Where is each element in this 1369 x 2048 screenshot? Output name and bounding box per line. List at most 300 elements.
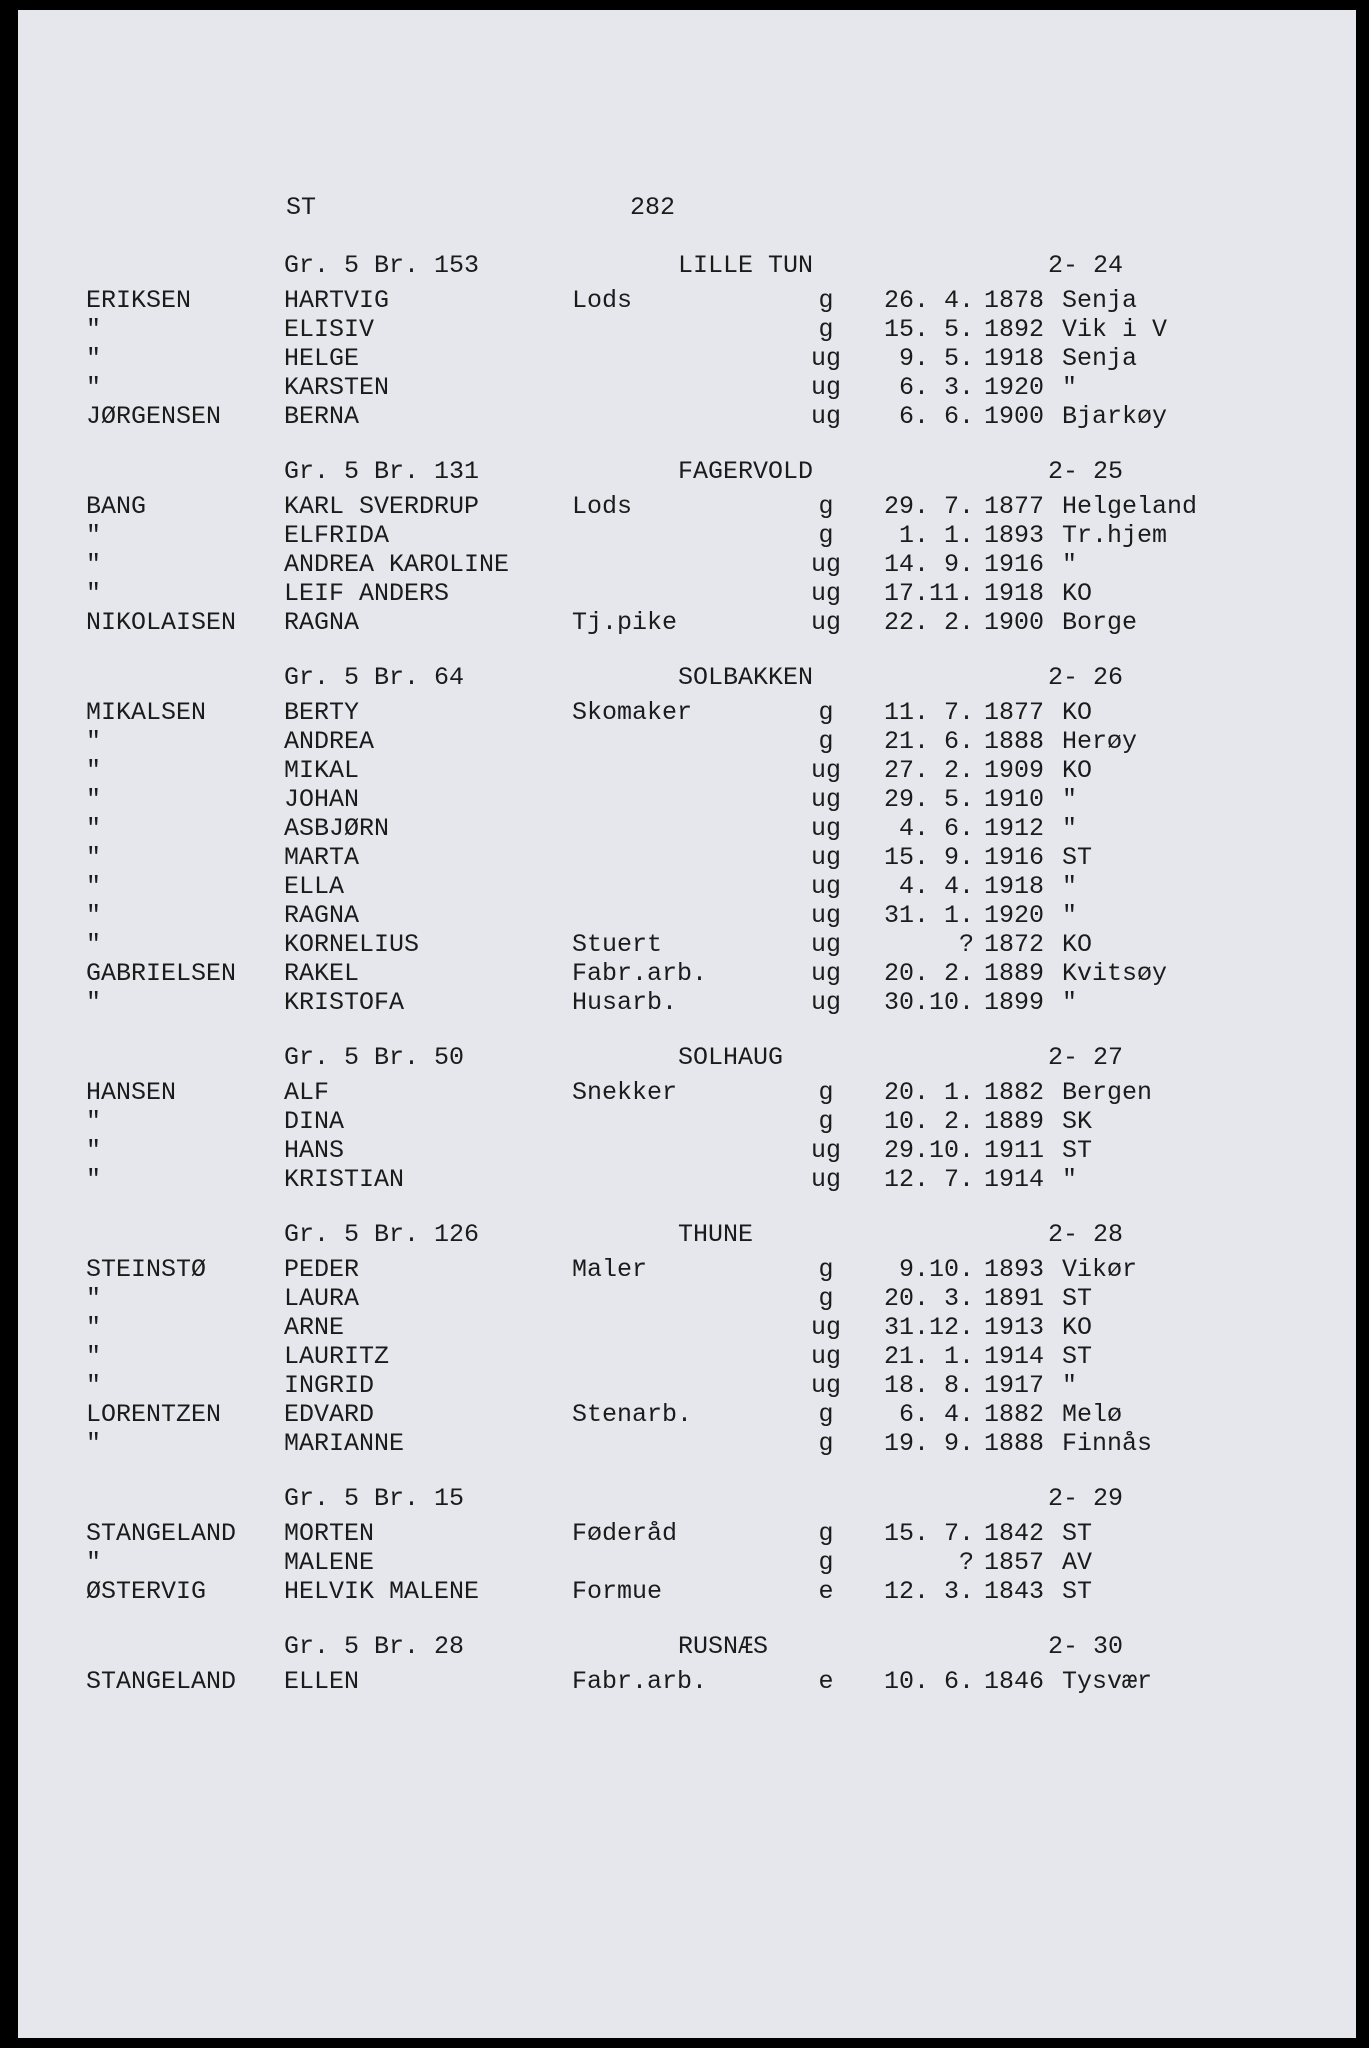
birth-year-cell: 1857	[984, 1548, 1045, 1577]
section-header	[18, 1212, 1356, 1255]
given-name-cell: KARSTEN	[284, 373, 390, 402]
birth-year-cell: 1911	[984, 1136, 1045, 1165]
occupation-cell: Husarb.	[572, 988, 678, 1017]
marital-status-cell: ug	[810, 1165, 841, 1194]
surname-cell: "	[86, 373, 102, 402]
birth-year-cell: 1900	[984, 608, 1045, 637]
given-name-cell: MORTEN	[284, 1519, 375, 1548]
household-section	[18, 1624, 1356, 1696]
marital-status-cell: g	[818, 1519, 834, 1548]
occupation-cell: Stenarb.	[572, 1400, 693, 1429]
marital-status-cell: ug	[810, 1342, 841, 1371]
birth-year-cell: 1916	[984, 550, 1045, 579]
household-section	[18, 243, 1356, 431]
birth-date-cell: 31. 1.	[883, 901, 974, 930]
marital-status-cell: ug	[810, 344, 841, 373]
person-row	[18, 814, 1356, 843]
census-sheet	[18, 10, 1356, 2038]
section-header	[18, 1624, 1356, 1667]
person-row	[18, 492, 1356, 521]
birth-year-cell: 1917	[984, 1371, 1045, 1400]
gr-br-label: Gr. 5 Br. 64	[284, 663, 465, 692]
surname-cell: "	[86, 1342, 102, 1371]
birth-year-cell: 1914	[984, 1342, 1045, 1371]
birthplace-cell: Borge	[1062, 608, 1138, 637]
person-row	[18, 1255, 1356, 1284]
given-name-cell: ELLEN	[284, 1667, 360, 1696]
marital-status-cell: e	[818, 1577, 834, 1606]
person-row	[18, 1107, 1356, 1136]
surname-cell: "	[86, 1165, 102, 1194]
surname-cell: "	[86, 901, 102, 930]
occupation-cell: Snekker	[572, 1078, 678, 1107]
gr-br-label: Gr. 5 Br. 131	[284, 457, 480, 486]
given-name-cell: ELFRIDA	[284, 521, 390, 550]
birth-date-cell: 1. 1.	[898, 521, 974, 550]
given-name-cell: INGRID	[284, 1371, 375, 1400]
marital-status-cell: ug	[810, 608, 841, 637]
gr-br-label: Gr. 5 Br. 28	[284, 1632, 465, 1661]
birthplace-cell: Senja	[1062, 286, 1138, 315]
person-row	[18, 901, 1356, 930]
birth-year-cell: 1846	[984, 1667, 1045, 1696]
person-row	[18, 930, 1356, 959]
household-section	[18, 1035, 1356, 1194]
person-row	[18, 698, 1356, 727]
birth-date-cell: 12. 3.	[883, 1577, 974, 1606]
marital-status-cell: ug	[810, 930, 841, 959]
person-row	[18, 988, 1356, 1017]
birthplace-cell: "	[1062, 373, 1078, 402]
birth-date-cell: 6. 4.	[898, 1400, 974, 1429]
birthplace-cell: Tr.hjem	[1062, 521, 1168, 550]
given-name-cell: BERNA	[284, 402, 360, 431]
marital-status-cell: ug	[810, 373, 841, 402]
birth-date-cell: 10. 2.	[883, 1107, 974, 1136]
birthplace-cell: "	[1062, 785, 1078, 814]
given-name-cell: HELGE	[284, 344, 360, 373]
birth-year-cell: 1918	[984, 344, 1045, 373]
person-row	[18, 286, 1356, 315]
given-name-cell: JOHAN	[284, 785, 360, 814]
birth-year-cell: 1877	[984, 492, 1045, 521]
surname-cell: GABRIELSEN	[86, 959, 237, 988]
farm-name: RUSNÆS	[678, 1632, 769, 1661]
birthplace-cell: Finnås	[1062, 1429, 1153, 1458]
given-name-cell: HARTVIG	[284, 286, 390, 315]
birth-year-cell: 1872	[984, 930, 1045, 959]
surname-cell: STEINSTØ	[86, 1255, 207, 1284]
birthplace-cell: KO	[1062, 698, 1093, 727]
marital-status-cell: g	[818, 1255, 834, 1284]
birth-year-cell: 1920	[984, 901, 1045, 930]
person-row	[18, 872, 1356, 901]
birth-date-cell: 29. 7.	[883, 492, 974, 521]
person-row	[18, 1078, 1356, 1107]
given-name-cell: ALF	[284, 1078, 330, 1107]
birthplace-cell: ST	[1062, 1577, 1093, 1606]
marital-status-cell: g	[818, 727, 834, 756]
birthplace-cell: ST	[1062, 1342, 1093, 1371]
person-row	[18, 1313, 1356, 1342]
birth-date-cell: 22. 2.	[883, 608, 974, 637]
person-row	[18, 579, 1356, 608]
surname-cell: "	[86, 1107, 102, 1136]
birth-date-cell: 29.10.	[883, 1136, 974, 1165]
surname-cell: JØRGENSEN	[86, 402, 222, 431]
birth-year-cell: 1882	[984, 1078, 1045, 1107]
marital-status-cell: g	[818, 1548, 834, 1577]
occupation-cell: Maler	[572, 1255, 648, 1284]
given-name-cell: EDVARD	[284, 1400, 375, 1429]
birth-date-cell: 20. 2.	[883, 959, 974, 988]
birth-date-cell: 27. 2.	[883, 756, 974, 785]
marital-status-cell: g	[818, 1107, 834, 1136]
marital-status-cell: ug	[810, 756, 841, 785]
marital-status-cell: g	[818, 492, 834, 521]
birthplace-cell: Bjarkøy	[1062, 402, 1168, 431]
surname-cell: LORENTZEN	[86, 1400, 222, 1429]
given-name-cell: KRISTIAN	[284, 1165, 405, 1194]
birth-date-cell: 19. 9.	[883, 1429, 974, 1458]
marital-status-cell: ug	[810, 550, 841, 579]
given-name-cell: MARTA	[284, 843, 360, 872]
marital-status-cell: ug	[810, 1313, 841, 1342]
person-row	[18, 1165, 1356, 1194]
birthplace-cell: "	[1062, 1371, 1078, 1400]
marital-status-cell: g	[818, 1284, 834, 1313]
person-row	[18, 344, 1356, 373]
birthplace-cell: Melø	[1062, 1400, 1123, 1429]
birth-year-cell: 1909	[984, 756, 1045, 785]
birth-date-cell: 18. 8.	[883, 1371, 974, 1400]
given-name-cell: ASBJØRN	[284, 814, 390, 843]
birth-date-cell: 21. 1.	[883, 1342, 974, 1371]
birthplace-cell: AV	[1062, 1548, 1093, 1577]
birthplace-cell: Bergen	[1062, 1078, 1153, 1107]
given-name-cell: RAGNA	[284, 901, 360, 930]
birthplace-cell: Helgeland	[1062, 492, 1198, 521]
person-row	[18, 402, 1356, 431]
farm-name: SOLBAKKEN	[678, 663, 814, 692]
birthplace-cell: ST	[1062, 843, 1093, 872]
birth-year-cell: 1892	[984, 315, 1045, 344]
birth-date-cell: 14. 9.	[883, 550, 974, 579]
farm-name: SOLHAUG	[678, 1043, 784, 1072]
marital-status-cell: ug	[810, 1371, 841, 1400]
gr-br-label: Gr. 5 Br. 50	[284, 1043, 465, 1072]
birth-date-cell: 30.10.	[883, 988, 974, 1017]
birth-year-cell: 1878	[984, 286, 1045, 315]
birth-date-cell: ?	[958, 1548, 974, 1577]
birth-year-cell: 1913	[984, 1313, 1045, 1342]
occupation-cell: Fabr.arb.	[572, 1667, 708, 1696]
given-name-cell: HELVIK MALENE	[284, 1577, 480, 1606]
marital-status-cell: e	[818, 1667, 834, 1696]
person-row	[18, 1667, 1356, 1696]
section-code: 2- 26	[1048, 663, 1124, 692]
section-code: 2- 24	[1048, 251, 1124, 280]
person-row	[18, 315, 1356, 344]
given-name-cell: ELISIV	[284, 315, 375, 344]
given-name-cell: MIKAL	[284, 756, 360, 785]
surname-cell: ØSTERVIG	[86, 1577, 207, 1606]
birth-year-cell: 1910	[984, 785, 1045, 814]
farm-name: THUNE	[678, 1220, 754, 1249]
marital-status-cell: ug	[810, 402, 841, 431]
birth-date-cell: 15. 7.	[883, 1519, 974, 1548]
birth-date-cell: 15. 5.	[883, 315, 974, 344]
birthplace-cell: KO	[1062, 930, 1093, 959]
surname-cell: BANG	[86, 492, 147, 521]
marital-status-cell: ug	[810, 579, 841, 608]
birth-year-cell: 1914	[984, 1165, 1045, 1194]
surname-cell: "	[86, 785, 102, 814]
birthplace-cell: KO	[1062, 756, 1093, 785]
given-name-cell: ELLA	[284, 872, 345, 901]
household-section	[18, 655, 1356, 1017]
birthplace-cell: Herøy	[1062, 727, 1138, 756]
birth-date-cell: 20. 3.	[883, 1284, 974, 1313]
birth-date-cell: 6. 3.	[898, 373, 974, 402]
birthplace-cell: KO	[1062, 579, 1093, 608]
section-header	[18, 1035, 1356, 1078]
given-name-cell: DINA	[284, 1107, 345, 1136]
surname-cell: "	[86, 1136, 102, 1165]
person-row	[18, 1519, 1356, 1548]
person-row	[18, 1284, 1356, 1313]
birth-year-cell: 1893	[984, 521, 1045, 550]
given-name-cell: BERTY	[284, 698, 360, 727]
header-left: ST	[286, 193, 317, 222]
marital-status-cell: ug	[810, 814, 841, 843]
person-row	[18, 1342, 1356, 1371]
section-code: 2- 25	[1048, 457, 1124, 486]
birthplace-cell: ST	[1062, 1136, 1093, 1165]
birthplace-cell: "	[1062, 550, 1078, 579]
person-row	[18, 1400, 1356, 1429]
marital-status-cell: g	[818, 286, 834, 315]
surname-cell: "	[86, 1429, 102, 1458]
birth-date-cell: 26. 4.	[883, 286, 974, 315]
document-page	[18, 10, 1356, 2038]
person-row	[18, 1371, 1356, 1400]
marital-status-cell: g	[818, 1429, 834, 1458]
birth-date-cell: 6. 6.	[898, 402, 974, 431]
birthplace-cell: KO	[1062, 1313, 1093, 1342]
household-section	[18, 449, 1356, 637]
given-name-cell: KORNELIUS	[284, 930, 420, 959]
birth-year-cell: 1916	[984, 843, 1045, 872]
birthplace-cell: Senja	[1062, 344, 1138, 373]
birth-year-cell: 1888	[984, 727, 1045, 756]
given-name-cell: HANS	[284, 1136, 345, 1165]
occupation-cell: Tj.pike	[572, 608, 678, 637]
marital-status-cell: ug	[810, 988, 841, 1017]
person-row	[18, 550, 1356, 579]
surname-cell: "	[86, 1313, 102, 1342]
birth-date-cell: 9. 5.	[898, 344, 974, 373]
occupation-cell: Lods	[572, 286, 633, 315]
occupation-cell: Skomaker	[572, 698, 693, 727]
surname-cell: "	[86, 988, 102, 1017]
surname-cell: MIKALSEN	[86, 698, 207, 727]
given-name-cell: LEIF ANDERS	[284, 579, 450, 608]
surname-cell: STANGELAND	[86, 1519, 237, 1548]
birth-year-cell: 1889	[984, 1107, 1045, 1136]
surname-cell: "	[86, 1548, 102, 1577]
birth-year-cell: 1918	[984, 872, 1045, 901]
surname-cell: "	[86, 550, 102, 579]
sections-list	[18, 243, 1356, 1714]
birthplace-cell: Kvitsøy	[1062, 959, 1168, 988]
occupation-cell: Fabr.arb.	[572, 959, 708, 988]
gr-br-label: Gr. 5 Br. 15	[284, 1484, 465, 1513]
birthplace-cell: SK	[1062, 1107, 1093, 1136]
section-header	[18, 655, 1356, 698]
birth-date-cell: ?	[958, 930, 974, 959]
birth-date-cell: 4. 4.	[898, 872, 974, 901]
birth-year-cell: 1888	[984, 1429, 1045, 1458]
given-name-cell: MALENE	[284, 1548, 375, 1577]
person-row	[18, 521, 1356, 550]
given-name-cell: LAURITZ	[284, 1342, 390, 1371]
marital-status-cell: ug	[810, 843, 841, 872]
person-row	[18, 785, 1356, 814]
section-code: 2- 29	[1048, 1484, 1124, 1513]
surname-cell: "	[86, 315, 102, 344]
surname-cell: NIKOLAISEN	[86, 608, 237, 637]
birthplace-cell: "	[1062, 872, 1078, 901]
given-name-cell: KRISTOFA	[284, 988, 405, 1017]
person-row	[18, 1136, 1356, 1165]
given-name-cell: RAKEL	[284, 959, 360, 988]
section-header	[18, 1476, 1356, 1519]
gr-br-label: Gr. 5 Br. 126	[284, 1220, 480, 1249]
birth-year-cell: 1918	[984, 579, 1045, 608]
section-code: 2- 27	[1048, 1043, 1124, 1072]
surname-cell: "	[86, 814, 102, 843]
given-name-cell: ARNE	[284, 1313, 345, 1342]
person-row	[18, 727, 1356, 756]
surname-cell: "	[86, 843, 102, 872]
person-row	[18, 1429, 1356, 1458]
birth-date-cell: 29. 5.	[883, 785, 974, 814]
given-name-cell: ANDREA	[284, 727, 375, 756]
birth-year-cell: 1891	[984, 1284, 1045, 1313]
birthplace-cell: ST	[1062, 1519, 1093, 1548]
given-name-cell: KARL SVERDRUP	[284, 492, 480, 521]
birthplace-cell: ST	[1062, 1284, 1093, 1313]
birthplace-cell: "	[1062, 814, 1078, 843]
section-header	[18, 449, 1356, 492]
marital-status-cell: g	[818, 1078, 834, 1107]
surname-cell: "	[86, 930, 102, 959]
person-row	[18, 756, 1356, 785]
surname-cell: ERIKSEN	[86, 286, 192, 315]
occupation-cell: Formue	[572, 1577, 663, 1606]
household-section	[18, 1212, 1356, 1458]
surname-cell: "	[86, 579, 102, 608]
surname-cell: STANGELAND	[86, 1667, 237, 1696]
household-section	[18, 1476, 1356, 1606]
occupation-cell: Føderåd	[572, 1519, 678, 1548]
person-row	[18, 373, 1356, 402]
farm-name: LILLE TUN	[678, 251, 814, 280]
marital-status-cell: g	[818, 315, 834, 344]
person-row	[18, 608, 1356, 637]
birthplace-cell: "	[1062, 1165, 1078, 1194]
marital-status-cell: ug	[810, 872, 841, 901]
birth-date-cell: 10. 6.	[883, 1667, 974, 1696]
birthplace-cell: "	[1062, 988, 1078, 1017]
occupation-cell: Lods	[572, 492, 633, 521]
occupation-cell: Stuert	[572, 930, 663, 959]
given-name-cell: ANDREA KAROLINE	[284, 550, 510, 579]
surname-cell: HANSEN	[86, 1078, 177, 1107]
gr-br-label: Gr. 5 Br. 153	[284, 251, 480, 280]
surname-cell: "	[86, 1284, 102, 1313]
given-name-cell: MARIANNE	[284, 1429, 405, 1458]
birth-year-cell: 1882	[984, 1400, 1045, 1429]
marital-status-cell: g	[818, 698, 834, 727]
marital-status-cell: g	[818, 1400, 834, 1429]
surname-cell: "	[86, 344, 102, 373]
given-name-cell: RAGNA	[284, 608, 360, 637]
surname-cell: "	[86, 872, 102, 901]
surname-cell: "	[86, 521, 102, 550]
marital-status-cell: ug	[810, 959, 841, 988]
marital-status-cell: ug	[810, 1136, 841, 1165]
birth-year-cell: 1893	[984, 1255, 1045, 1284]
birthplace-cell: "	[1062, 901, 1078, 930]
birth-date-cell: 17.11.	[883, 579, 974, 608]
birth-year-cell: 1889	[984, 959, 1045, 988]
surname-cell: "	[86, 756, 102, 785]
section-code: 2- 30	[1048, 1632, 1124, 1661]
birth-year-cell: 1912	[984, 814, 1045, 843]
page-number: 282	[630, 193, 676, 222]
birth-year-cell: 1842	[984, 1519, 1045, 1548]
surname-cell: "	[86, 727, 102, 756]
surname-cell: "	[86, 1371, 102, 1400]
section-header	[18, 243, 1356, 286]
birth-year-cell: 1900	[984, 402, 1045, 431]
birthplace-cell: Vik i V	[1062, 315, 1168, 344]
birth-date-cell: 11. 7.	[883, 698, 974, 727]
birthplace-cell: Vikør	[1062, 1255, 1138, 1284]
birth-date-cell: 20. 1.	[883, 1078, 974, 1107]
marital-status-cell: ug	[810, 785, 841, 814]
birth-date-cell: 21. 6.	[883, 727, 974, 756]
birth-year-cell: 1920	[984, 373, 1045, 402]
birthplace-cell: Tysvær	[1062, 1667, 1153, 1696]
birth-date-cell: 9.10.	[898, 1255, 974, 1284]
person-row	[18, 1577, 1356, 1606]
marital-status-cell: ug	[810, 901, 841, 930]
birth-date-cell: 12. 7.	[883, 1165, 974, 1194]
birth-year-cell: 1877	[984, 698, 1045, 727]
marital-status-cell: g	[818, 521, 834, 550]
farm-name: FAGERVOLD	[678, 457, 814, 486]
given-name-cell: LAURA	[284, 1284, 360, 1313]
birth-year-cell: 1899	[984, 988, 1045, 1017]
person-row	[18, 959, 1356, 988]
given-name-cell: PEDER	[284, 1255, 360, 1284]
section-code: 2- 28	[1048, 1220, 1124, 1249]
birth-year-cell: 1843	[984, 1577, 1045, 1606]
birth-date-cell: 15. 9.	[883, 843, 974, 872]
